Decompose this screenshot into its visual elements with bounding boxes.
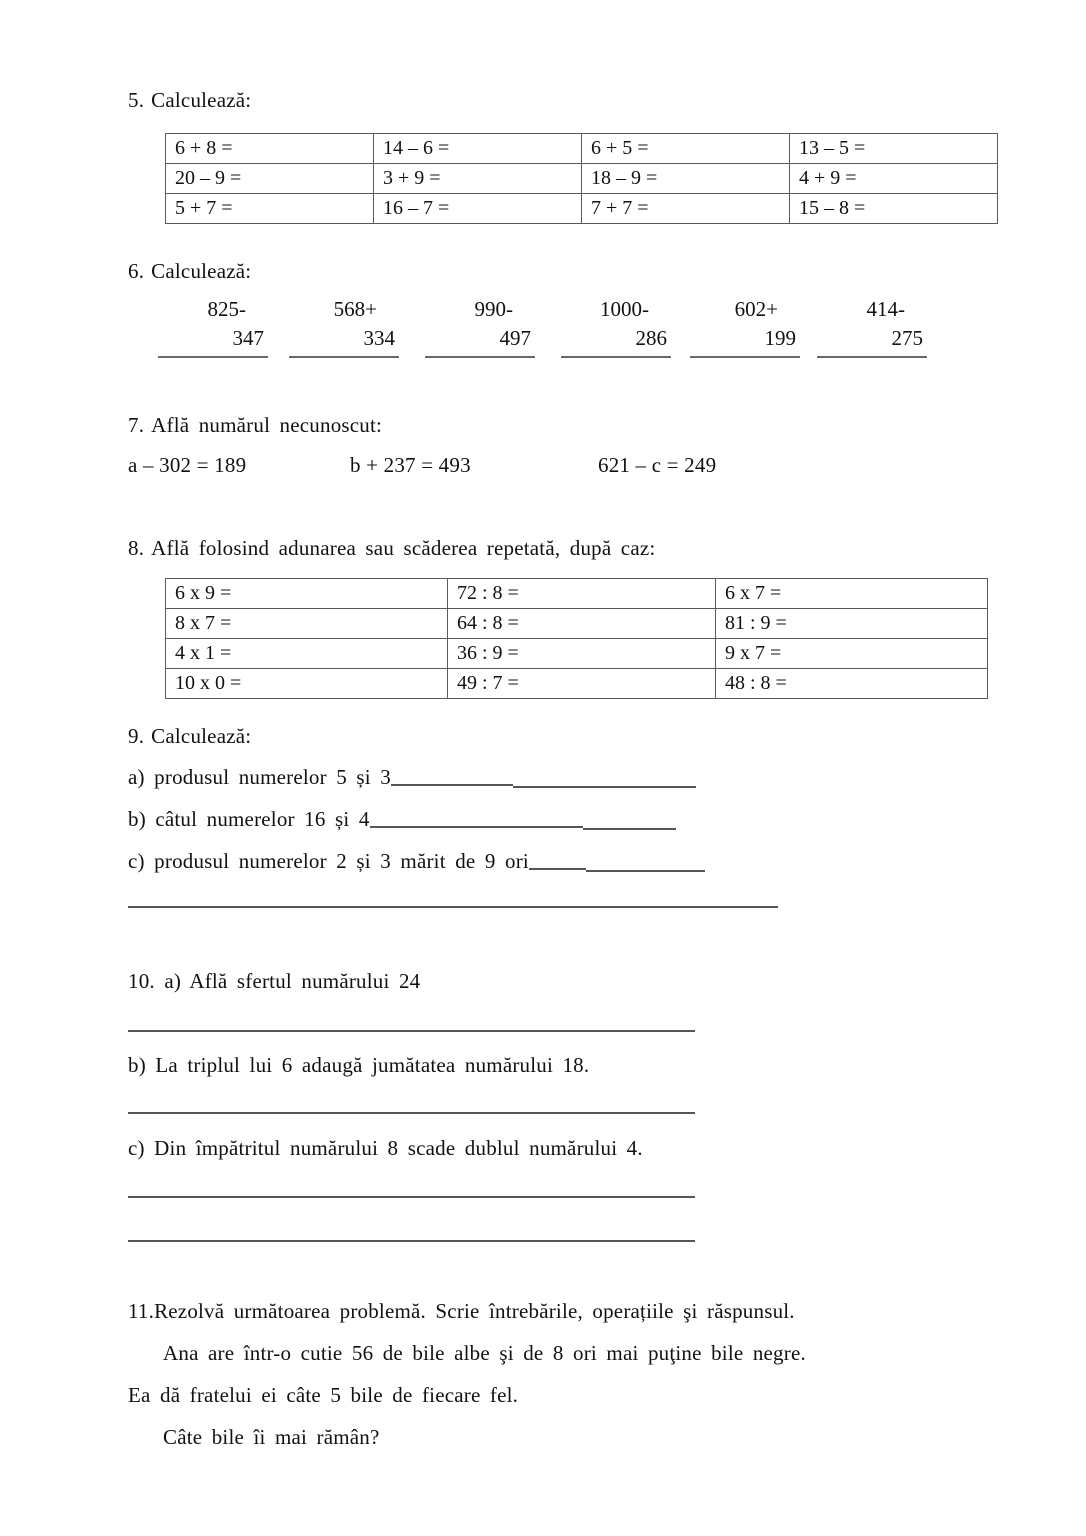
answer-rule[interactable] (128, 1030, 695, 1032)
exercise-5-label: Calculează: (151, 88, 252, 112)
answer-rule[interactable] (128, 906, 778, 908)
table-cell[interactable]: 49 : 7 = (448, 669, 716, 699)
table-cell[interactable]: 48 : 8 = (716, 669, 988, 699)
table-cell[interactable]: 18 – 9 = (582, 164, 790, 194)
item-text: La triplul lui 6 adaugă jumătatea numărului 18. (155, 1053, 590, 1077)
exercise-8-table (165, 578, 988, 699)
operand-top: 990- (474, 297, 513, 321)
answer-blank[interactable] (370, 811, 583, 828)
table-cell[interactable]: 16 – 7 = (374, 194, 582, 224)
table-cell[interactable]: 36 : 9 = (448, 639, 716, 669)
item-text: produsul numerelor 2 și 3 mărit de 9 ori (154, 849, 529, 873)
table-cell[interactable]: 20 – 9 = (166, 164, 374, 194)
table-cell[interactable]: 72 : 8 = (448, 579, 716, 609)
sum-rule (690, 356, 800, 358)
exercise-7-equation-2[interactable]: b + 237 = 493 (350, 453, 471, 477)
item-text: câtul numerelor 16 și 4 (155, 807, 370, 831)
sum-rule (425, 356, 535, 358)
exercise-11-title (128, 1298, 795, 1324)
item-label: c) (128, 849, 145, 873)
operand-bottom: 199 (764, 326, 796, 350)
exercise-10-item-b (128, 1052, 589, 1078)
exercise-10-item-c (128, 1135, 643, 1161)
item-text: produsul numerelor 5 și 3 (154, 765, 391, 789)
column-operation[interactable] (553, 295, 671, 358)
table-row (166, 134, 998, 164)
exercise-5-table (165, 133, 998, 224)
table-row (166, 164, 998, 194)
item-label: a) (164, 969, 182, 993)
exercise-6-title (128, 258, 251, 284)
operand-top: 568+ (333, 297, 377, 321)
operand-top: 1000- (600, 297, 649, 321)
table-cell[interactable]: 4 + 9 = (790, 164, 998, 194)
answer-blank[interactable] (583, 811, 676, 830)
exercise-8-number: 8. (128, 536, 145, 560)
answer-rule[interactable] (128, 1196, 695, 1198)
item-label: a) (128, 765, 145, 789)
table-cell[interactable]: 8 x 7 = (166, 609, 448, 639)
column-operation[interactable] (809, 295, 927, 358)
table-cell[interactable]: 3 + 9 = (374, 164, 582, 194)
operand-top: 602+ (734, 297, 778, 321)
exercise-9-number: 9. (128, 724, 145, 748)
exercise-10-item-a (128, 968, 420, 994)
table-row (166, 609, 988, 639)
table-cell[interactable]: 9 x 7 = (716, 639, 988, 669)
column-operation[interactable] (281, 295, 399, 358)
table-row (166, 669, 988, 699)
operand-bottom: 347 (232, 326, 264, 350)
table-cell[interactable]: 64 : 8 = (448, 609, 716, 639)
table-row (166, 639, 988, 669)
table-cell[interactable]: 6 + 5 = (582, 134, 790, 164)
exercise-5-title (128, 87, 251, 113)
item-text: Află sfertul numărului 24 (189, 969, 421, 993)
exercise-9-item-a (128, 764, 696, 790)
operand-bottom: 275 (891, 326, 923, 350)
answer-blank[interactable] (513, 769, 696, 788)
table-cell[interactable]: 6 + 8 = (166, 134, 374, 164)
exercise-9-item-c (128, 848, 705, 874)
sum-rule (289, 356, 399, 358)
answer-blank[interactable] (391, 769, 513, 786)
exercise-8-label: Află folosind adunarea sau scăderea repetată, după caz: (151, 536, 656, 560)
exercise-7-number: 7. (128, 413, 145, 437)
table-cell[interactable]: 14 – 6 = (374, 134, 582, 164)
operand-bottom: 497 (499, 326, 531, 350)
column-operation[interactable] (150, 295, 268, 358)
sum-rule (158, 356, 268, 358)
exercise-11-line-2: Ea dă fratelui ei câte 5 bile de fiecare fel. (128, 1383, 519, 1407)
exercise-11-label: Rezolvă următoarea problemă. Scrie întrebările, operațiile şi răspunsul. (154, 1299, 795, 1323)
table-row (166, 194, 998, 224)
exercise-11-line-3: Câte bile îi mai rămân? (163, 1425, 380, 1449)
table-cell[interactable]: 6 x 9 = (166, 579, 448, 609)
operand-bottom: 334 (363, 326, 395, 350)
exercise-7-equation-1[interactable]: a – 302 = 189 (128, 453, 247, 477)
table-cell[interactable]: 5 + 7 = (166, 194, 374, 224)
column-operation[interactable] (682, 295, 800, 358)
sum-rule (561, 356, 671, 358)
exercise-9-title (128, 723, 251, 749)
exercise-9-item-b (128, 806, 676, 832)
table-cell[interactable]: 13 – 5 = (790, 134, 998, 164)
answer-rule[interactable] (128, 1240, 695, 1242)
exercise-11-line-1: Ana are într-o cutie 56 de bile albe şi de 8 ori mai puţine bile negre. (163, 1341, 806, 1365)
table-cell[interactable]: 15 – 8 = (790, 194, 998, 224)
item-label: b) (128, 1053, 146, 1077)
column-operation[interactable] (417, 295, 535, 358)
item-label: c) (128, 1136, 145, 1160)
item-label: b) (128, 807, 146, 831)
operand-top: 825- (207, 297, 246, 321)
operand-bottom: 286 (635, 326, 667, 350)
answer-blank[interactable] (586, 853, 705, 872)
sum-rule (817, 356, 927, 358)
exercise-10-number: 10. (128, 969, 155, 993)
exercise-7-title (128, 412, 382, 438)
exercise-8-title (128, 535, 655, 561)
exercise-6-label: Calculează: (151, 259, 252, 283)
item-text: Din împătritul numărului 8 scade dublul numărului 4. (154, 1136, 643, 1160)
table-cell[interactable]: 4 x 1 = (166, 639, 448, 669)
table-cell[interactable]: 7 + 7 = (582, 194, 790, 224)
answer-blank[interactable] (529, 853, 586, 870)
exercise-6-number: 6. (128, 259, 145, 283)
table-cell[interactable]: 10 x 0 = (166, 669, 448, 699)
operand-top: 414- (866, 297, 905, 321)
table-row (166, 579, 988, 609)
exercise-7-equation-3[interactable]: 621 – c = 249 (598, 453, 717, 477)
exercise-5-number: 5. (128, 88, 145, 112)
table-cell[interactable]: 6 x 7 = (716, 579, 988, 609)
exercise-11-number: 11. (128, 1299, 155, 1323)
exercise-7-label: Află numărul necunoscut: (151, 413, 383, 437)
table-cell[interactable]: 81 : 9 = (716, 609, 988, 639)
answer-rule[interactable] (128, 1112, 695, 1114)
exercise-9-label: Calculează: (151, 724, 252, 748)
